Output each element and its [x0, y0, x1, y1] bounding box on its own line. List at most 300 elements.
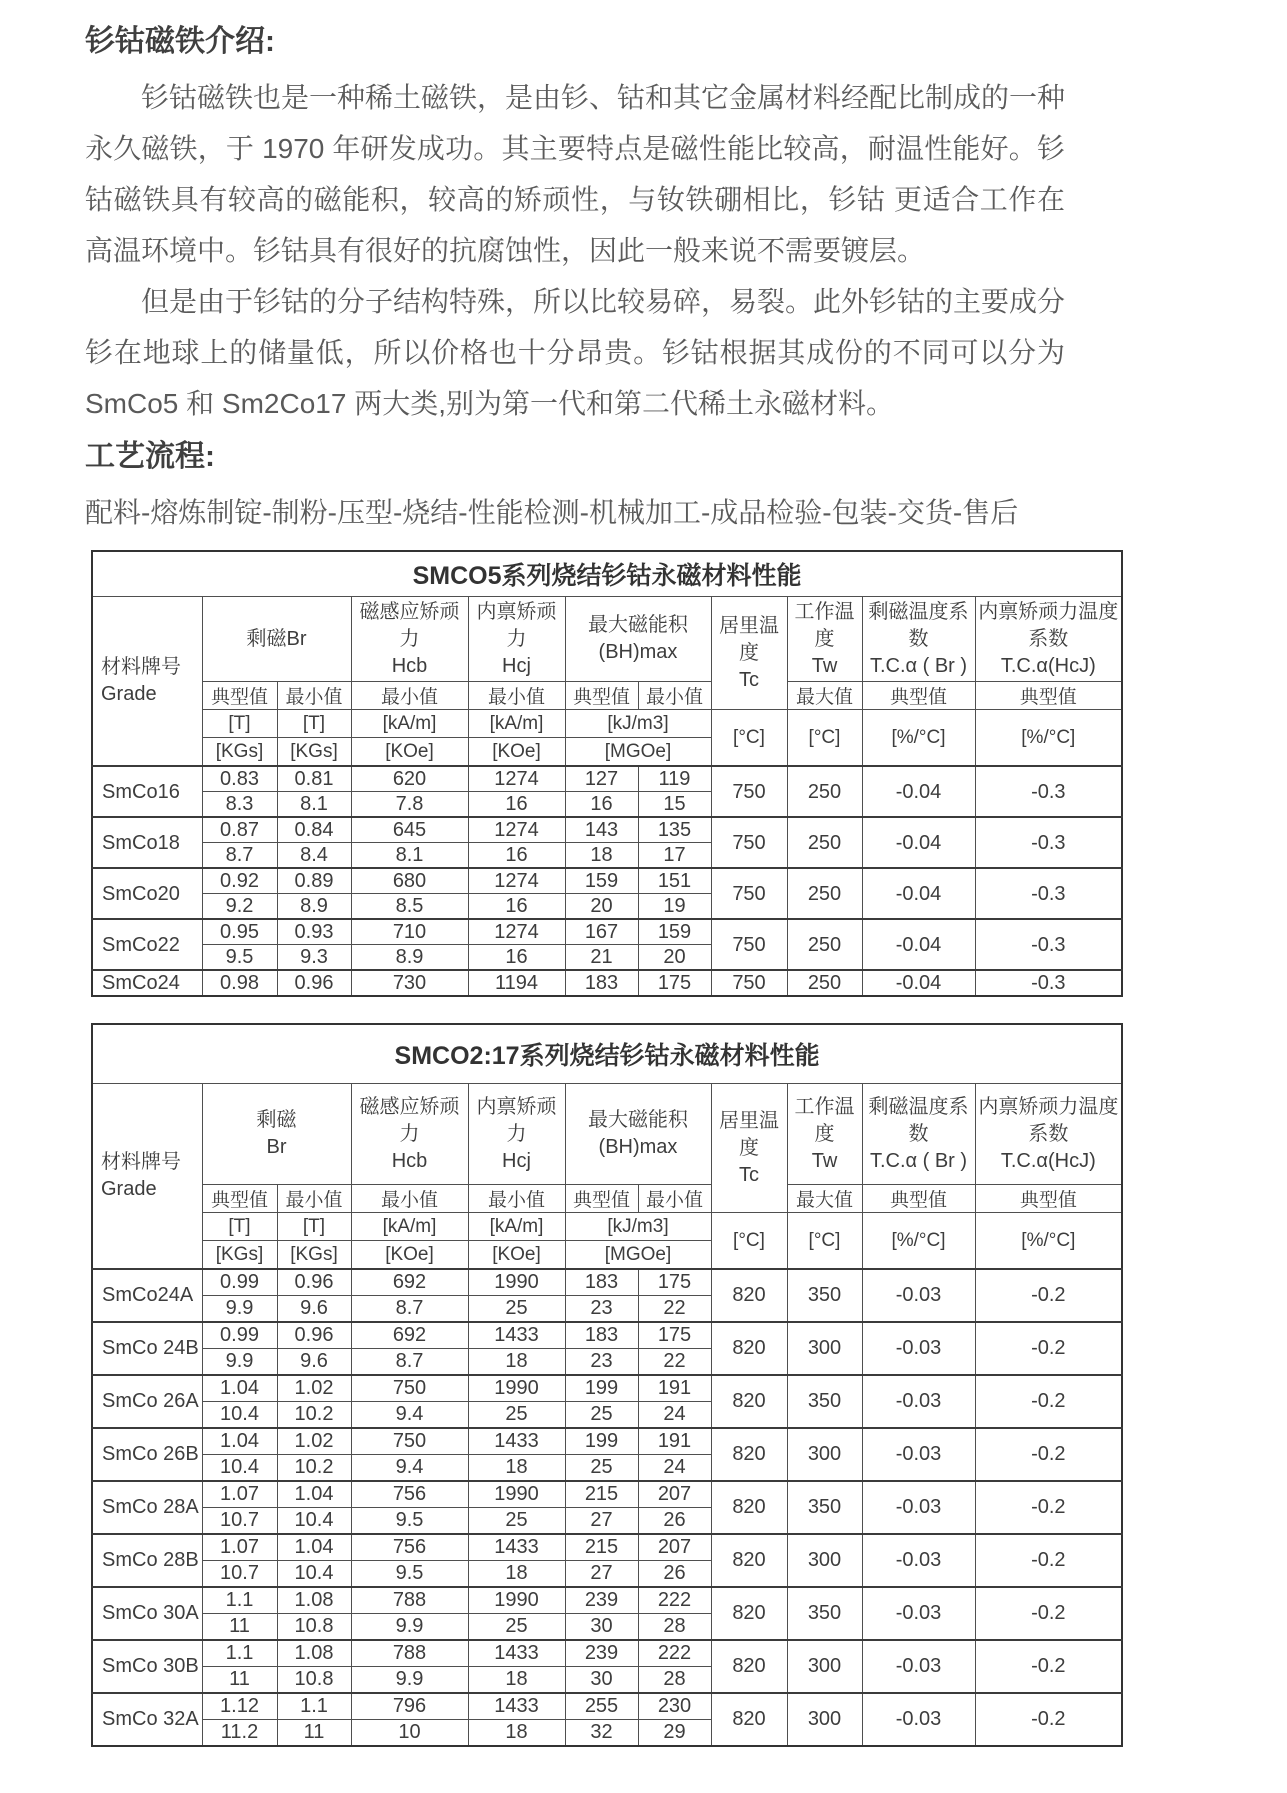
value-cell: 730 — [351, 970, 468, 996]
value-cell: 250 — [787, 919, 862, 970]
value-cell: 0.95 — [202, 919, 277, 945]
value-cell: 820 — [711, 1428, 787, 1481]
col-header-tca-br: 剩磁温度系数 T.C.α ( Br ) — [862, 597, 975, 682]
process-heading: 工艺流程: — [85, 440, 215, 473]
value-cell: 215 — [565, 1481, 638, 1508]
value-cell: 175 — [638, 1269, 711, 1296]
value-cell: -0.2 — [975, 1322, 1122, 1375]
value-cell: -0.2 — [975, 1375, 1122, 1428]
value-cell: 750 — [351, 1375, 468, 1402]
value-cell: 16 — [468, 894, 565, 920]
value-cell: 0.99 — [202, 1322, 277, 1349]
value-cell: 32 — [565, 1720, 638, 1747]
value-cell: 10.8 — [277, 1667, 351, 1694]
unit-cell: [T] — [277, 710, 351, 738]
value-cell: 300 — [787, 1428, 862, 1481]
value-cell: -0.04 — [862, 817, 975, 868]
unit-cell: [KGs] — [277, 1241, 351, 1270]
value-cell: 175 — [638, 1322, 711, 1349]
value-cell: 18 — [468, 1561, 565, 1588]
subheader-minimum: 最小值 — [638, 1185, 711, 1213]
value-cell: 222 — [638, 1587, 711, 1614]
unit-cell: [kA/m] — [351, 710, 468, 738]
value-cell: -0.04 — [862, 766, 975, 817]
value-cell: 135 — [638, 817, 711, 843]
unit-cell: [kA/m] — [468, 710, 565, 738]
table-row — [92, 1534, 1122, 1561]
value-cell: 16 — [468, 945, 565, 971]
value-cell: 10.4 — [202, 1402, 277, 1429]
value-cell: -0.03 — [862, 1587, 975, 1640]
value-cell: 1274 — [468, 868, 565, 894]
grade-header-cn: 材料牌号 — [101, 1151, 181, 1173]
value-cell: 9.4 — [351, 1402, 468, 1429]
subheader-minimum: 最小值 — [351, 682, 468, 710]
subheader-minimum: 最小值 — [468, 682, 565, 710]
value-cell: 9.6 — [277, 1296, 351, 1323]
unit-cell: [%/°C] — [862, 1213, 975, 1270]
unit-cell: [°C] — [711, 1213, 787, 1270]
value-cell: 183 — [565, 1269, 638, 1296]
table-row — [92, 1640, 1122, 1667]
value-cell: 0.93 — [277, 919, 351, 945]
value-cell: 0.83 — [202, 766, 277, 792]
value-cell: 0.81 — [277, 766, 351, 792]
value-cell: 175 — [638, 970, 711, 996]
header-row-main — [92, 1084, 1122, 1185]
grade-cell: SmCo20 — [92, 868, 202, 919]
value-cell: 1990 — [468, 1587, 565, 1614]
table-title-row — [92, 1024, 1122, 1084]
value-cell: 183 — [565, 1322, 638, 1349]
grade-cell: SmCo 32A — [92, 1693, 202, 1746]
table-row — [92, 766, 1122, 792]
value-cell: 18 — [468, 1720, 565, 1747]
value-cell: 8.7 — [351, 1296, 468, 1323]
value-cell: 11 — [202, 1667, 277, 1694]
value-cell: 24 — [638, 1402, 711, 1429]
subheader-minimum: 最小值 — [468, 1185, 565, 1213]
value-cell: 0.84 — [277, 817, 351, 843]
unit-cell: [KOe] — [468, 738, 565, 767]
value-cell: 10.8 — [277, 1614, 351, 1641]
value-cell: 1433 — [468, 1534, 565, 1561]
value-cell: -0.04 — [862, 919, 975, 970]
value-cell: 26 — [638, 1561, 711, 1588]
grade-cell: SmCo 26A — [92, 1375, 202, 1428]
value-cell: 9.6 — [277, 1349, 351, 1376]
value-cell: 167 — [565, 919, 638, 945]
value-cell: 7.8 — [351, 792, 468, 818]
value-cell: -0.04 — [862, 970, 975, 996]
value-cell: 1433 — [468, 1640, 565, 1667]
value-cell: 1.1 — [202, 1640, 277, 1667]
value-cell: 18 — [565, 843, 638, 869]
grade-cell: SmCo 26B — [92, 1428, 202, 1481]
value-cell: 1274 — [468, 919, 565, 945]
value-cell: 10.2 — [277, 1402, 351, 1429]
value-cell: 27 — [565, 1508, 638, 1535]
value-cell: 19 — [638, 894, 711, 920]
value-cell: 8.9 — [351, 945, 468, 971]
value-cell: 239 — [565, 1640, 638, 1667]
value-cell: -0.03 — [862, 1481, 975, 1534]
value-cell: 222 — [638, 1640, 711, 1667]
value-cell: 1.08 — [277, 1640, 351, 1667]
unit-cell: [kA/m] — [468, 1213, 565, 1241]
value-cell: 23 — [565, 1296, 638, 1323]
col-header-tw: 工作温度 Tw — [787, 597, 862, 682]
value-cell: 16 — [468, 843, 565, 869]
value-cell: 25 — [468, 1614, 565, 1641]
value-cell: 29 — [638, 1720, 711, 1747]
value-cell: 250 — [787, 970, 862, 996]
value-cell: 1.04 — [202, 1375, 277, 1402]
value-cell: -0.2 — [975, 1587, 1122, 1640]
value-cell: 26 — [638, 1508, 711, 1535]
col-header-tca-hcj: 内禀矫顽力温度系数 T.C.α(HcJ) — [975, 1084, 1122, 1185]
subheader-minimum: 最小值 — [277, 1185, 351, 1213]
value-cell: 9.9 — [202, 1349, 277, 1376]
value-cell: 25 — [565, 1455, 638, 1482]
value-cell: 692 — [351, 1269, 468, 1296]
value-cell: 692 — [351, 1322, 468, 1349]
value-cell: 25 — [565, 1402, 638, 1429]
value-cell: 620 — [351, 766, 468, 792]
value-cell: 119 — [638, 766, 711, 792]
value-cell: 25 — [468, 1508, 565, 1535]
value-cell: 0.89 — [277, 868, 351, 894]
smco217-spec-table — [91, 1023, 1123, 1747]
unit-cell: [kA/m] — [351, 1213, 468, 1241]
subheader-maximum: 最大值 — [787, 682, 862, 710]
value-cell: 25 — [468, 1296, 565, 1323]
unit-cell: [KOe] — [351, 1241, 468, 1270]
value-cell: 750 — [711, 970, 787, 996]
value-cell: 1.1 — [277, 1693, 351, 1720]
value-cell: 1.1 — [202, 1587, 277, 1614]
value-cell: 230 — [638, 1693, 711, 1720]
col-header-tw: 工作温度 Tw — [787, 1084, 862, 1185]
unit-cell: [T] — [202, 710, 277, 738]
intro-paragraph-1: 钐钴磁铁也是一种稀土磁铁，是由钐、钴和其它金属材料经配比制成的一种永久磁铁，于 1970 年研发成功。其主要特点是磁性能比较高，耐温性能好。钐钴磁铁具有较高的磁能积，较高的矫顽性，与钕铁硼相比，钐钴 更适合工作在高温环境中。钐钴具有很好的抗腐蚀性，因此一般来说不需要镀层。 — [85, 82, 1066, 266]
value-cell: 756 — [351, 1481, 468, 1508]
value-cell: 16 — [468, 792, 565, 818]
value-cell: 1.08 — [277, 1587, 351, 1614]
value-cell: 1194 — [468, 970, 565, 996]
col-header-tc: 居里温度 Tc — [711, 1084, 787, 1213]
value-cell: 1274 — [468, 817, 565, 843]
value-cell: 191 — [638, 1375, 711, 1402]
table-header — [92, 551, 1122, 766]
table-row — [92, 970, 1122, 996]
value-cell: 750 — [711, 817, 787, 868]
value-cell: 255 — [565, 1693, 638, 1720]
value-cell: 796 — [351, 1693, 468, 1720]
value-cell: -0.03 — [862, 1322, 975, 1375]
grade-cell: SmCo16 — [92, 766, 202, 817]
value-cell: 8.7 — [351, 1349, 468, 1376]
col-header-bhmax: 最大磁能积 (BH)max — [565, 597, 711, 682]
value-cell: 756 — [351, 1534, 468, 1561]
value-cell: -0.2 — [975, 1428, 1122, 1481]
table-row — [92, 1375, 1122, 1402]
value-cell: 159 — [638, 919, 711, 945]
subheader-typical: 典型值 — [565, 1185, 638, 1213]
value-cell: 9.5 — [202, 945, 277, 971]
value-cell: 9.2 — [202, 894, 277, 920]
table-row — [92, 919, 1122, 945]
value-cell: 23 — [565, 1349, 638, 1376]
value-cell: 820 — [711, 1693, 787, 1746]
subheader-typical: 典型值 — [975, 682, 1122, 710]
value-cell: 30 — [565, 1614, 638, 1641]
table-row — [92, 868, 1122, 894]
value-cell: 11.2 — [202, 1720, 277, 1747]
table-row — [92, 1322, 1122, 1349]
value-cell: -0.2 — [975, 1481, 1122, 1534]
value-cell: 10.4 — [277, 1561, 351, 1588]
header-row-main — [92, 597, 1122, 682]
value-cell: 199 — [565, 1428, 638, 1455]
unit-cell: [kJ/m3] — [565, 710, 711, 738]
value-cell: 239 — [565, 1587, 638, 1614]
grade-cell: SmCo 28B — [92, 1534, 202, 1587]
subheader-typical: 典型值 — [975, 1185, 1122, 1213]
col-header-hcj: 内禀矫顽力 Hcj — [468, 597, 565, 682]
value-cell: 9.5 — [351, 1561, 468, 1588]
unit-cell: [kJ/m3] — [565, 1213, 711, 1241]
value-cell: 750 — [351, 1428, 468, 1455]
value-cell: 22 — [638, 1349, 711, 1376]
value-cell: 25 — [468, 1402, 565, 1429]
subheader-typical: 典型值 — [202, 682, 277, 710]
value-cell: 250 — [787, 766, 862, 817]
subheader-maximum: 最大值 — [787, 1185, 862, 1213]
value-cell: -0.03 — [862, 1693, 975, 1746]
grade-cell: SmCo 30A — [92, 1587, 202, 1640]
value-cell: 8.3 — [202, 792, 277, 818]
value-cell: 0.98 — [202, 970, 277, 996]
value-cell: 250 — [787, 868, 862, 919]
value-cell: 20 — [638, 945, 711, 971]
col-header-tca-br: 剩磁温度系数 T.C.α ( Br ) — [862, 1084, 975, 1185]
value-cell: 8.1 — [351, 843, 468, 869]
value-cell: 10.4 — [277, 1508, 351, 1535]
col-header-grade — [92, 597, 202, 767]
table-row — [92, 1481, 1122, 1508]
value-cell: 0.96 — [277, 970, 351, 996]
value-cell: 1.07 — [202, 1534, 277, 1561]
value-cell: -0.2 — [975, 1534, 1122, 1587]
unit-cell: [°C] — [787, 710, 862, 767]
unit-cell: [%/°C] — [975, 1213, 1122, 1270]
grade-cell: SmCo 30B — [92, 1640, 202, 1693]
subheader-minimum: 最小值 — [277, 682, 351, 710]
value-cell: 8.1 — [277, 792, 351, 818]
value-cell: 8.4 — [277, 843, 351, 869]
value-cell: 820 — [711, 1534, 787, 1587]
table-header — [92, 1024, 1122, 1269]
unit-cell: [MGOe] — [565, 738, 711, 767]
value-cell: 0.96 — [277, 1322, 351, 1349]
value-cell: -0.03 — [862, 1534, 975, 1587]
subheader-typical: 典型值 — [565, 682, 638, 710]
value-cell: 350 — [787, 1481, 862, 1534]
value-cell: 350 — [787, 1587, 862, 1640]
value-cell: 788 — [351, 1640, 468, 1667]
unit-cell: [KGs] — [202, 1241, 277, 1270]
value-cell: -0.2 — [975, 1640, 1122, 1693]
table-row — [92, 1587, 1122, 1614]
value-cell: 143 — [565, 817, 638, 843]
value-cell: 1990 — [468, 1375, 565, 1402]
value-cell: 1.04 — [202, 1428, 277, 1455]
value-cell: -0.3 — [975, 919, 1122, 970]
header-row-sub — [92, 1185, 1122, 1213]
header-row-unit-si — [92, 1213, 1122, 1241]
value-cell: -0.3 — [975, 868, 1122, 919]
value-cell: 127 — [565, 766, 638, 792]
header-row-unit-si — [92, 710, 1122, 738]
value-cell: 207 — [638, 1534, 711, 1561]
value-cell: 21 — [565, 945, 638, 971]
value-cell: 15 — [638, 792, 711, 818]
value-cell: 10.4 — [202, 1455, 277, 1482]
subheader-typical: 典型值 — [862, 682, 975, 710]
value-cell: 1.04 — [277, 1481, 351, 1508]
value-cell: 0.96 — [277, 1269, 351, 1296]
value-cell: 11 — [202, 1614, 277, 1641]
value-cell: 250 — [787, 817, 862, 868]
grade-cell: SmCo 28A — [92, 1481, 202, 1534]
value-cell: 300 — [787, 1534, 862, 1587]
value-cell: 191 — [638, 1428, 711, 1455]
value-cell: 11 — [277, 1720, 351, 1747]
header-row-sub — [92, 682, 1122, 710]
col-header-hcb: 磁感应矫顽力 Hcb — [351, 597, 468, 682]
value-cell: 710 — [351, 919, 468, 945]
value-cell: 750 — [711, 868, 787, 919]
value-cell: 9.4 — [351, 1455, 468, 1482]
value-cell: 820 — [711, 1322, 787, 1375]
value-cell: 1433 — [468, 1693, 565, 1720]
col-header-hcb: 磁感应矫顽力 Hcb — [351, 1084, 468, 1185]
value-cell: 820 — [711, 1587, 787, 1640]
unit-cell: [%/°C] — [975, 710, 1122, 767]
value-cell: 820 — [711, 1481, 787, 1534]
value-cell: 9.3 — [277, 945, 351, 971]
table-row — [92, 817, 1122, 843]
col-header-br: 剩磁 Br — [202, 1084, 351, 1185]
grade-cell: SmCo22 — [92, 919, 202, 970]
value-cell: -0.2 — [975, 1269, 1122, 1322]
value-cell: 10.2 — [277, 1455, 351, 1482]
value-cell: 10.7 — [202, 1508, 277, 1535]
unit-cell: [T] — [202, 1213, 277, 1241]
value-cell: 18 — [468, 1349, 565, 1376]
value-cell: 1.07 — [202, 1481, 277, 1508]
value-cell: -0.04 — [862, 868, 975, 919]
value-cell: -0.03 — [862, 1269, 975, 1322]
col-header-tc: 居里温度 Tc — [711, 597, 787, 710]
value-cell: -0.3 — [975, 970, 1122, 996]
grade-cell: SmCo 24B — [92, 1322, 202, 1375]
value-cell: 820 — [711, 1375, 787, 1428]
value-cell: -0.3 — [975, 766, 1122, 817]
value-cell: 17 — [638, 843, 711, 869]
value-cell: -0.03 — [862, 1375, 975, 1428]
value-cell: 750 — [711, 766, 787, 817]
table-row — [92, 1269, 1122, 1296]
value-cell: 8.9 — [277, 894, 351, 920]
unit-cell: [°C] — [711, 710, 787, 767]
value-cell: 0.92 — [202, 868, 277, 894]
unit-cell: [KGs] — [202, 738, 277, 767]
subheader-minimum: 最小值 — [351, 1185, 468, 1213]
value-cell: 27 — [565, 1561, 638, 1588]
value-cell: -0.3 — [975, 817, 1122, 868]
value-cell: 159 — [565, 868, 638, 894]
value-cell: 1.12 — [202, 1693, 277, 1720]
subheader-typical: 典型值 — [862, 1185, 975, 1213]
unit-cell: [°C] — [787, 1213, 862, 1270]
value-cell: 1433 — [468, 1322, 565, 1349]
value-cell: 1.04 — [277, 1534, 351, 1561]
grade-header-en: Grade — [101, 683, 157, 705]
value-cell: 30 — [565, 1667, 638, 1694]
table-title: SMCO5系列烧结钐钴永磁材料性能 — [92, 551, 1122, 597]
unit-cell: [MGOe] — [565, 1241, 711, 1270]
subheader-typical: 典型值 — [202, 1185, 277, 1213]
process-flow-line: 配料-熔炼制锭-制粉-压型-烧结-性能检测-机械加工-成品检验-包装-交货-售后 — [85, 497, 1019, 528]
col-header-tca-hcj: 内禀矫顽力温度系数 T.C.α(HcJ) — [975, 597, 1122, 682]
value-cell: 10.7 — [202, 1561, 277, 1588]
table-body — [92, 1269, 1122, 1746]
col-header-grade — [92, 1084, 202, 1270]
grade-cell: SmCo24A — [92, 1269, 202, 1322]
value-cell: 680 — [351, 868, 468, 894]
value-cell: -0.2 — [975, 1693, 1122, 1746]
value-cell: 0.99 — [202, 1269, 277, 1296]
value-cell: 1990 — [468, 1481, 565, 1508]
value-cell: 24 — [638, 1455, 711, 1482]
unit-cell: [KGs] — [277, 738, 351, 767]
value-cell: 8.5 — [351, 894, 468, 920]
value-cell: 1.02 — [277, 1375, 351, 1402]
value-cell: 0.87 — [202, 817, 277, 843]
value-cell: 820 — [711, 1640, 787, 1693]
value-cell: 28 — [638, 1667, 711, 1694]
grade-header-en: Grade — [101, 1178, 157, 1200]
value-cell: 9.5 — [351, 1508, 468, 1535]
table-row — [92, 1693, 1122, 1720]
unit-cell: [KOe] — [351, 738, 468, 767]
intro-paragraph-2: 但是由于钐钴的分子结构特殊，所以比较易碎，易裂。此外钐钴的主要成分钐在地球上的储量低，所以价格也十分昂贵。钐钴根据其成份的不同可以分为 SmCo5 和 Sm2Co17 两大类,别为第一代和第二代稀土永磁材料。 — [85, 286, 1066, 419]
grade-cell: SmCo24 — [92, 970, 202, 996]
grade-header-cn: 材料牌号 — [101, 656, 181, 678]
table-body — [92, 766, 1122, 996]
value-cell: 199 — [565, 1375, 638, 1402]
intro-heading: 钐钴磁铁介绍: — [85, 25, 275, 58]
subheader-minimum: 最小值 — [638, 682, 711, 710]
value-cell: 645 — [351, 817, 468, 843]
col-header-bhmax: 最大磁能积 (BH)max — [565, 1084, 711, 1185]
value-cell: 300 — [787, 1322, 862, 1375]
col-header-br: 剩磁Br — [202, 597, 351, 682]
value-cell: 1990 — [468, 1269, 565, 1296]
value-cell: 1274 — [468, 766, 565, 792]
